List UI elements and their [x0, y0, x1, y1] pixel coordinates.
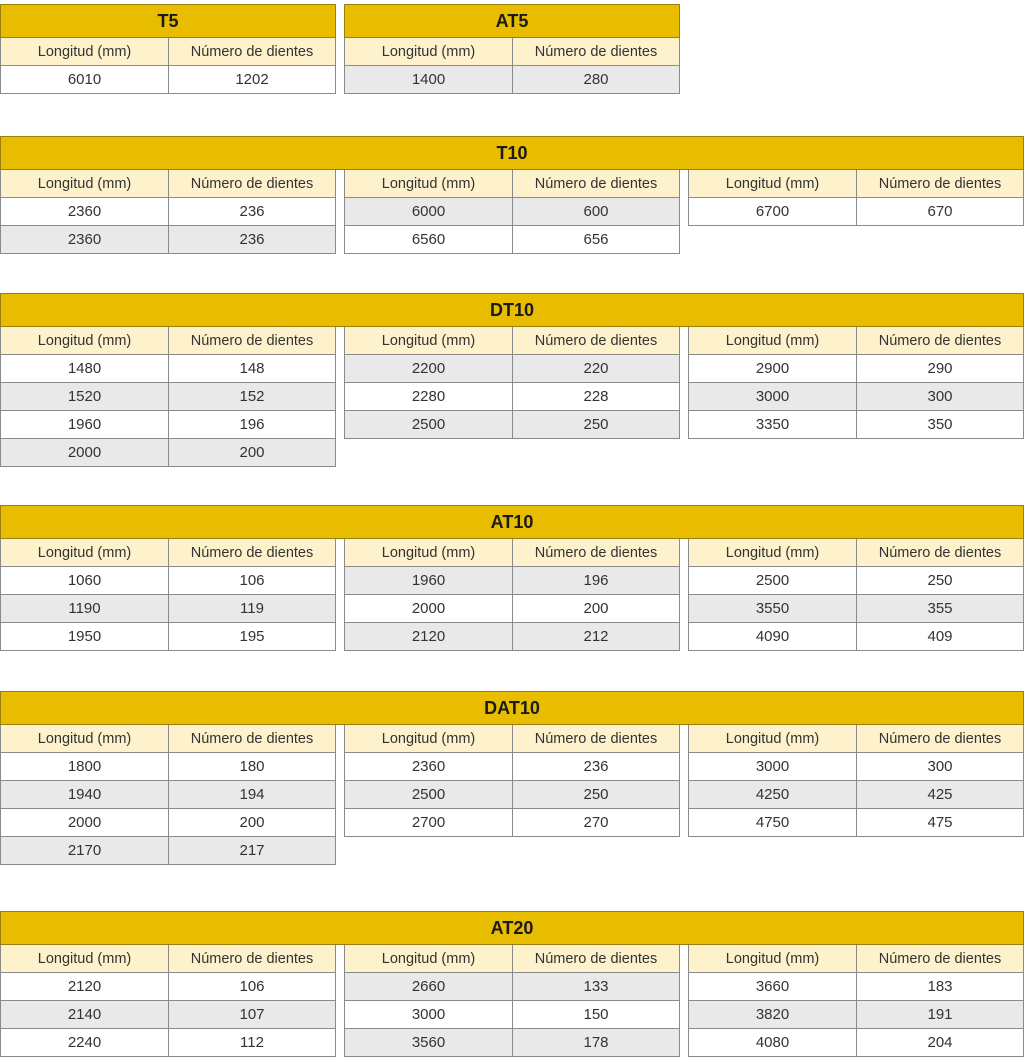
teeth-cell: 200 — [168, 809, 336, 837]
teeth-cell: 350 — [856, 411, 1024, 439]
table-header-row — [688, 945, 1024, 973]
table-header-row — [0, 38, 336, 66]
column-header-length: Longitud (mm) — [0, 170, 168, 198]
table-row — [344, 1029, 680, 1057]
column-header-teeth: Número de dientes — [168, 539, 336, 567]
table-t10-col2 — [344, 170, 680, 254]
table-row — [0, 837, 336, 865]
length-cell: 2000 — [0, 809, 168, 837]
length-cell: 6700 — [688, 198, 856, 226]
table-at20-col3 — [688, 945, 1024, 1057]
teeth-cell: 148 — [168, 355, 336, 383]
length-cell: 2170 — [0, 837, 168, 865]
teeth-cell: 300 — [856, 753, 1024, 781]
table-header-row — [344, 327, 680, 355]
table-at10-col1 — [0, 539, 336, 651]
length-cell: 1800 — [0, 753, 168, 781]
table-header-row — [688, 327, 1024, 355]
teeth-cell: 196 — [512, 567, 680, 595]
table-row — [688, 355, 1024, 383]
table-row — [0, 1001, 336, 1029]
section-title-at10: AT10 — [0, 505, 1024, 539]
table-header-row — [688, 170, 1024, 198]
length-cell: 2500 — [344, 781, 512, 809]
table-at20-col1 — [0, 945, 336, 1057]
teeth-cell: 228 — [512, 383, 680, 411]
column-header-teeth: Número de dientes — [512, 539, 680, 567]
teeth-cell: 194 — [168, 781, 336, 809]
teeth-cell: 1202 — [168, 66, 336, 94]
length-cell: 3350 — [688, 411, 856, 439]
column-header-teeth: Número de dientes — [512, 38, 680, 66]
column-header-teeth: Número de dientes — [512, 945, 680, 973]
length-cell: 2360 — [0, 226, 168, 254]
table-row — [688, 809, 1024, 837]
column-header-teeth: Número de dientes — [512, 725, 680, 753]
table-at20-col2 — [344, 945, 680, 1057]
teeth-cell: 150 — [512, 1001, 680, 1029]
column-header-teeth: Número de dientes — [168, 38, 336, 66]
table-row — [0, 383, 336, 411]
column-header-teeth: Número de dientes — [512, 327, 680, 355]
table-row — [688, 411, 1024, 439]
column-header-length: Longitud (mm) — [688, 170, 856, 198]
column-header-length: Longitud (mm) — [344, 327, 512, 355]
table-row — [0, 623, 336, 651]
column-header-length: Longitud (mm) — [0, 725, 168, 753]
table-row — [344, 226, 680, 254]
length-cell: 1520 — [0, 383, 168, 411]
table-dat10-col1 — [0, 725, 336, 865]
teeth-cell: 106 — [168, 973, 336, 1001]
teeth-cell: 355 — [856, 595, 1024, 623]
table-row — [688, 595, 1024, 623]
length-cell: 3660 — [688, 973, 856, 1001]
table-dat10-col2 — [344, 725, 680, 837]
table-header-row — [344, 539, 680, 567]
table-header-row — [344, 170, 680, 198]
length-cell: 2500 — [688, 567, 856, 595]
length-cell: 3560 — [344, 1029, 512, 1057]
column-header-teeth: Número de dientes — [168, 945, 336, 973]
teeth-cell: 236 — [168, 198, 336, 226]
table-header-row — [0, 725, 336, 753]
column-header-length: Longitud (mm) — [688, 327, 856, 355]
table-row — [344, 198, 680, 226]
table-row — [688, 781, 1024, 809]
table-t10-col3 — [688, 170, 1024, 226]
column-header-teeth: Número de dientes — [168, 327, 336, 355]
length-cell: 2000 — [0, 439, 168, 467]
table-at10-col3 — [688, 539, 1024, 651]
length-cell: 2000 — [344, 595, 512, 623]
column-header-teeth: Número de dientes — [856, 539, 1024, 567]
teeth-cell: 250 — [856, 567, 1024, 595]
length-cell: 2360 — [344, 753, 512, 781]
column-header-teeth: Número de dientes — [856, 725, 1024, 753]
length-cell: 2120 — [344, 623, 512, 651]
length-cell: 6000 — [344, 198, 512, 226]
length-cell: 1400 — [344, 66, 512, 94]
length-cell: 2200 — [344, 355, 512, 383]
length-cell: 6560 — [344, 226, 512, 254]
teeth-cell: 200 — [512, 595, 680, 623]
table-header-row — [0, 539, 336, 567]
teeth-cell: 106 — [168, 567, 336, 595]
length-cell: 2900 — [688, 355, 856, 383]
table-row — [688, 198, 1024, 226]
length-cell: 2140 — [0, 1001, 168, 1029]
section-title-at20: AT20 — [0, 911, 1024, 945]
teeth-cell: 280 — [512, 66, 680, 94]
column-header-length: Longitud (mm) — [0, 539, 168, 567]
table-row — [344, 623, 680, 651]
column-header-teeth: Número de dientes — [856, 945, 1024, 973]
table-row — [344, 355, 680, 383]
column-header-length: Longitud (mm) — [344, 539, 512, 567]
column-header-length: Longitud (mm) — [688, 945, 856, 973]
length-cell: 1950 — [0, 623, 168, 651]
teeth-cell: 133 — [512, 973, 680, 1001]
teeth-cell: 270 — [512, 809, 680, 837]
table-row — [0, 226, 336, 254]
column-header-length: Longitud (mm) — [0, 945, 168, 973]
table-row — [0, 567, 336, 595]
teeth-cell: 217 — [168, 837, 336, 865]
table-row — [688, 973, 1024, 1001]
teeth-cell: 200 — [168, 439, 336, 467]
table-row — [0, 973, 336, 1001]
table-row — [344, 1001, 680, 1029]
table-t5 — [0, 38, 336, 94]
table-dat10-col3 — [688, 725, 1024, 837]
length-cell: 1940 — [0, 781, 168, 809]
table-row — [0, 781, 336, 809]
column-header-length: Longitud (mm) — [688, 539, 856, 567]
section-title-dat10: DAT10 — [0, 691, 1024, 725]
table-header-row — [688, 539, 1024, 567]
table-t10-col1 — [0, 170, 336, 254]
table-dt10-col1 — [0, 327, 336, 467]
column-header-length: Longitud (mm) — [0, 327, 168, 355]
teeth-cell: 300 — [856, 383, 1024, 411]
table-row — [0, 439, 336, 467]
table-row — [0, 809, 336, 837]
column-header-length: Longitud (mm) — [688, 725, 856, 753]
length-cell: 1060 — [0, 567, 168, 595]
teeth-cell: 180 — [168, 753, 336, 781]
table-header-row — [344, 38, 680, 66]
table-header-row — [344, 945, 680, 973]
length-cell: 1190 — [0, 595, 168, 623]
table-row — [0, 1029, 336, 1057]
table-header-row — [344, 725, 680, 753]
table-header-row — [0, 945, 336, 973]
column-header-length: Longitud (mm) — [344, 945, 512, 973]
table-row — [0, 355, 336, 383]
length-cell: 2120 — [0, 973, 168, 1001]
teeth-cell: 204 — [856, 1029, 1024, 1057]
section-title-t5: T5 — [0, 4, 336, 38]
length-cell: 1960 — [0, 411, 168, 439]
column-header-length: Longitud (mm) — [0, 38, 168, 66]
column-header-length: Longitud (mm) — [344, 170, 512, 198]
teeth-cell: 220 — [512, 355, 680, 383]
table-row — [344, 973, 680, 1001]
length-cell: 6010 — [0, 66, 168, 94]
table-row — [688, 623, 1024, 651]
teeth-cell: 600 — [512, 198, 680, 226]
teeth-cell: 195 — [168, 623, 336, 651]
table-at5 — [344, 38, 680, 94]
length-cell: 4090 — [688, 623, 856, 651]
table-row — [0, 753, 336, 781]
table-at10-col2 — [344, 539, 680, 651]
teeth-cell: 250 — [512, 781, 680, 809]
column-header-teeth: Número de dientes — [512, 170, 680, 198]
length-cell: 2700 — [344, 809, 512, 837]
table-dt10-col2 — [344, 327, 680, 439]
table-row — [0, 66, 336, 94]
table-row — [344, 66, 680, 94]
teeth-cell: 183 — [856, 973, 1024, 1001]
length-cell: 2360 — [0, 198, 168, 226]
section-title-dt10: DT10 — [0, 293, 1024, 327]
table-row — [0, 198, 336, 226]
table-row — [688, 567, 1024, 595]
length-cell: 2660 — [344, 973, 512, 1001]
length-cell: 3000 — [688, 753, 856, 781]
teeth-cell: 236 — [168, 226, 336, 254]
teeth-cell: 409 — [856, 623, 1024, 651]
table-row — [344, 781, 680, 809]
teeth-cell: 191 — [856, 1001, 1024, 1029]
teeth-cell: 212 — [512, 623, 680, 651]
length-cell: 3820 — [688, 1001, 856, 1029]
table-row — [688, 1029, 1024, 1057]
length-cell: 3000 — [688, 383, 856, 411]
length-cell: 4080 — [688, 1029, 856, 1057]
teeth-cell: 236 — [512, 753, 680, 781]
teeth-cell: 152 — [168, 383, 336, 411]
teeth-cell: 425 — [856, 781, 1024, 809]
column-header-length: Longitud (mm) — [344, 38, 512, 66]
teeth-cell: 250 — [512, 411, 680, 439]
table-row — [344, 383, 680, 411]
length-cell: 1960 — [344, 567, 512, 595]
section-title-at5: AT5 — [344, 4, 680, 38]
teeth-cell: 670 — [856, 198, 1024, 226]
table-row — [0, 411, 336, 439]
length-cell: 2280 — [344, 383, 512, 411]
section-title-t10: T10 — [0, 136, 1024, 170]
teeth-cell: 107 — [168, 1001, 336, 1029]
length-cell: 3550 — [688, 595, 856, 623]
length-cell: 4250 — [688, 781, 856, 809]
length-cell: 2500 — [344, 411, 512, 439]
teeth-cell: 119 — [168, 595, 336, 623]
teeth-cell: 196 — [168, 411, 336, 439]
length-cell: 3000 — [344, 1001, 512, 1029]
column-header-teeth: Número de dientes — [856, 170, 1024, 198]
table-row — [688, 383, 1024, 411]
column-header-length: Longitud (mm) — [344, 725, 512, 753]
table-row — [344, 595, 680, 623]
teeth-cell: 475 — [856, 809, 1024, 837]
table-header-row — [688, 725, 1024, 753]
column-header-teeth: Número de dientes — [856, 327, 1024, 355]
teeth-cell: 178 — [512, 1029, 680, 1057]
table-row — [344, 411, 680, 439]
table-row — [344, 809, 680, 837]
table-row — [688, 753, 1024, 781]
teeth-cell: 656 — [512, 226, 680, 254]
table-row — [0, 595, 336, 623]
table-dt10-col3 — [688, 327, 1024, 439]
table-header-row — [0, 327, 336, 355]
length-cell: 2240 — [0, 1029, 168, 1057]
table-header-row — [0, 170, 336, 198]
length-cell: 1480 — [0, 355, 168, 383]
table-row — [344, 753, 680, 781]
table-row — [688, 1001, 1024, 1029]
column-header-teeth: Número de dientes — [168, 170, 336, 198]
teeth-cell: 290 — [856, 355, 1024, 383]
teeth-cell: 112 — [168, 1029, 336, 1057]
table-row — [344, 567, 680, 595]
length-cell: 4750 — [688, 809, 856, 837]
column-header-teeth: Número de dientes — [168, 725, 336, 753]
